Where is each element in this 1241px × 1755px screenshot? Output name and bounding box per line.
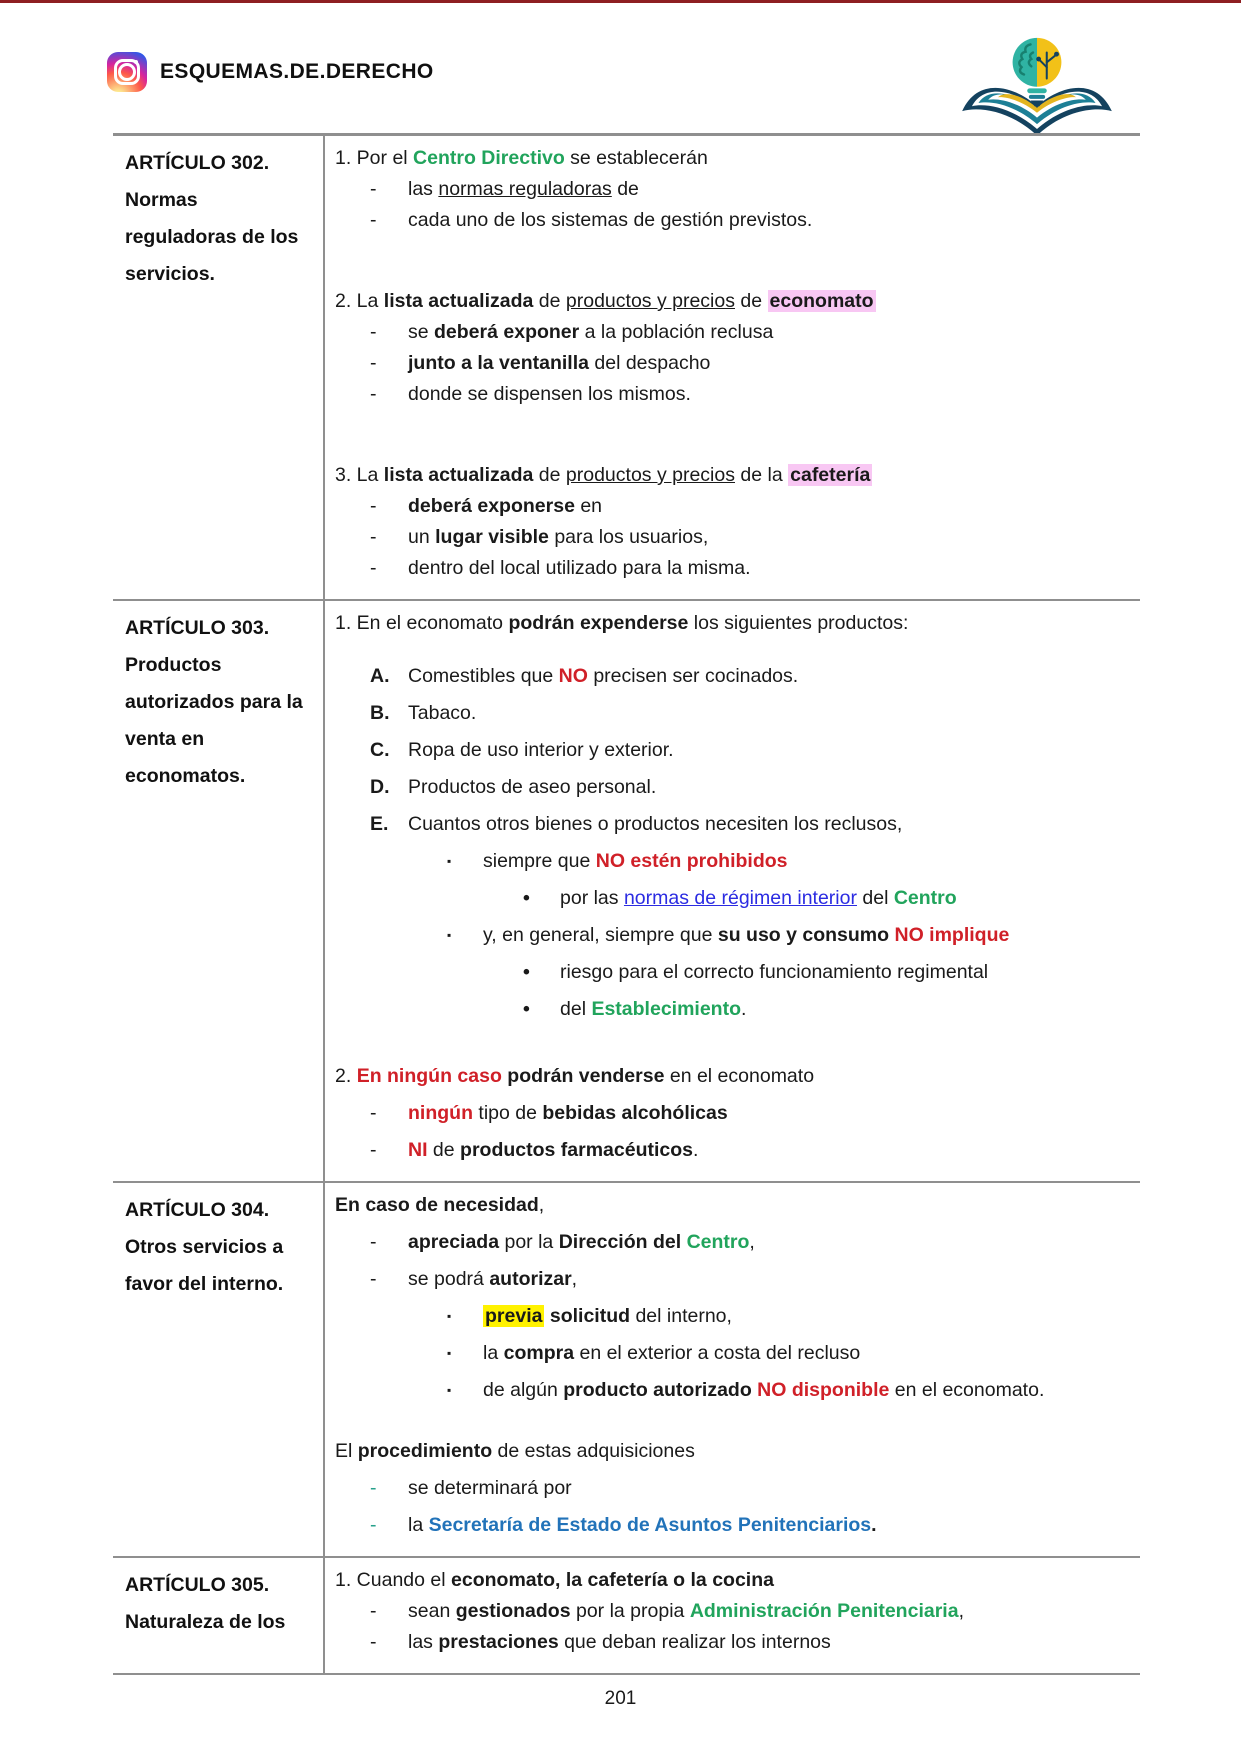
text-segment: Dirección del — [558, 1231, 687, 1253]
text-segment: precisen ser cocinados. — [587, 665, 799, 687]
text-segment: se podrá — [408, 1268, 490, 1290]
text-segment: NO estén prohibidos — [595, 850, 788, 872]
list-item-alpha — [335, 772, 1124, 803]
text-segment: para los usuarios, — [548, 526, 709, 548]
text-line — [408, 317, 1124, 348]
list-item-dash — [335, 205, 1124, 236]
text-segment: Comestibles que — [408, 665, 559, 687]
text-line — [408, 553, 1124, 584]
text-segment: 1. En el economato — [335, 612, 509, 634]
text-line — [483, 846, 1124, 877]
text-segment: se determinará por — [408, 1477, 572, 1499]
text-segment: procedimiento — [357, 1440, 493, 1462]
text-segment: previa — [485, 1305, 543, 1327]
text-segment: un — [408, 526, 436, 548]
text-segment: Cuantos otros bienes o productos necesiten los reclusos, — [408, 813, 903, 835]
list-item-dash — [335, 1135, 1124, 1166]
text-line — [408, 1510, 1124, 1541]
text-line — [408, 1227, 1124, 1258]
text-line — [408, 348, 1124, 379]
list-item-bullet — [335, 957, 1124, 988]
text-segment: lista actualizada — [383, 464, 534, 486]
square-marker: ▪ — [447, 1383, 452, 1397]
list-item-bullet — [335, 883, 1124, 914]
text-segment: NO disponible — [757, 1379, 890, 1401]
text-segment: se establecerán — [564, 147, 708, 169]
text-segment: normas de régimen interior — [623, 887, 857, 909]
text-segment: 1. Por el — [335, 147, 414, 169]
text-segment: de — [533, 464, 566, 486]
text-segment: de estas adquisiciones — [492, 1440, 695, 1462]
dash-marker: - — [370, 352, 377, 374]
instagram-icon — [107, 52, 147, 92]
text-segment: del interno, — [630, 1305, 732, 1327]
list-item-dash — [335, 379, 1124, 410]
text-segment: En ningún caso — [356, 1065, 502, 1087]
dash-marker: - — [370, 1477, 377, 1499]
text-segment: compra — [503, 1342, 575, 1364]
article-content-303 — [325, 601, 1140, 1181]
list-item-dash — [335, 1596, 1124, 1627]
list-item-dash — [335, 317, 1124, 348]
text-line — [408, 491, 1124, 522]
text-segment: se — [408, 321, 435, 343]
text-line — [408, 1135, 1124, 1166]
text-line — [408, 205, 1124, 236]
text-segment: . — [693, 1139, 699, 1161]
text-segment: producto autorizado — [563, 1379, 752, 1401]
paragraph — [335, 286, 1124, 317]
list-item-dash — [335, 1098, 1124, 1129]
instagram-icon-dot — [134, 60, 138, 64]
text-segment: autorizar — [489, 1268, 572, 1290]
text-segment: de — [533, 290, 566, 312]
text-segment: junto a la ventanilla — [408, 352, 589, 374]
text-line — [408, 174, 1124, 205]
square-marker: ▪ — [447, 854, 452, 868]
text-segment: Administración Penitenciaria — [689, 1600, 959, 1622]
paragraph — [335, 1190, 1124, 1221]
text-segment: , — [571, 1268, 578, 1290]
text-segment: en el economato — [664, 1065, 815, 1087]
text-segment: su uso y consumo — [717, 924, 890, 946]
text-segment: los siguientes productos: — [688, 612, 909, 634]
square-marker: ▪ — [447, 1346, 452, 1360]
text-segment: 2. La — [335, 290, 384, 312]
dash-marker: - — [370, 1600, 377, 1622]
alpha-marker: A. — [370, 665, 390, 687]
text-segment: tipo de — [472, 1102, 543, 1124]
bullet-marker: • — [523, 961, 530, 983]
table-row-articulo-304 — [113, 1183, 1140, 1558]
dash-marker: - — [370, 383, 377, 405]
text-segment: por la propia — [570, 1600, 690, 1622]
text-line — [560, 957, 1124, 988]
text-segment: en el exterior a costa del recluso — [574, 1342, 861, 1364]
paragraph — [335, 460, 1124, 491]
list-item-dash — [335, 491, 1124, 522]
table-row-articulo-303 — [113, 601, 1140, 1183]
list-item-alpha — [335, 698, 1124, 729]
text-segment: lugar visible — [435, 526, 549, 548]
dash-marker: - — [370, 526, 377, 548]
spacer — [335, 1406, 1124, 1436]
brain-bulb-book-logo — [952, 20, 1122, 142]
text-segment: Productos de aseo personal. — [408, 776, 657, 798]
table-row-articulo-305 — [113, 1558, 1140, 1675]
text-segment: Centro — [686, 1231, 750, 1253]
table-row-articulo-302 — [113, 136, 1140, 601]
text-line — [483, 1338, 1124, 1369]
text-line — [483, 920, 1124, 951]
text-segment: prestaciones — [438, 1631, 559, 1653]
text-segment: cafetería — [790, 464, 871, 486]
text-segment: 2. — [335, 1065, 357, 1087]
top-red-line — [0, 0, 1241, 3]
text-line — [335, 1190, 1124, 1221]
text-segment: dentro del local utilizado para la misma. — [408, 557, 751, 579]
alpha-marker: E. — [370, 813, 389, 835]
spacer — [335, 236, 1124, 286]
text-segment: economato — [769, 290, 874, 312]
text-segment: , — [958, 1600, 964, 1622]
text-segment: del despacho — [588, 352, 711, 374]
text-line — [560, 994, 1124, 1025]
text-segment: normas reguladoras — [438, 178, 612, 200]
alpha-marker: B. — [370, 702, 390, 724]
square-marker: ▪ — [447, 928, 452, 942]
text-segment: por las — [560, 887, 624, 909]
text-segment: deberá exponerse — [408, 495, 575, 517]
list-item-dash — [335, 348, 1124, 379]
dash-marker: - — [370, 495, 377, 517]
text-segment: En caso de necesidad — [335, 1194, 539, 1216]
text-segment: apreciada — [408, 1231, 500, 1253]
text-segment: de algún — [483, 1379, 564, 1401]
text-segment: , — [538, 1194, 545, 1216]
text-segment: Establecimiento — [591, 998, 741, 1020]
text-line — [408, 379, 1124, 410]
text-line — [408, 1264, 1124, 1295]
dash-marker: - — [370, 1231, 377, 1253]
text-line — [408, 522, 1124, 553]
list-item-alpha — [335, 809, 1124, 840]
text-segment: 1. Cuando el — [335, 1569, 452, 1591]
article-title-305: ARTÍCULO 305. Naturaleza de los — [113, 1558, 325, 1673]
bullet-marker: • — [523, 998, 530, 1020]
paragraph — [335, 1565, 1124, 1596]
text-line — [408, 772, 1124, 803]
list-item-alpha — [335, 661, 1124, 692]
list-item-dash — [335, 1627, 1124, 1658]
text-segment: de la — [735, 464, 789, 486]
text-segment: productos y precios — [565, 464, 735, 486]
text-segment: la — [483, 1342, 504, 1364]
list-item-bullet — [335, 994, 1124, 1025]
text-line — [335, 286, 1124, 317]
text-line — [408, 1596, 1124, 1627]
text-segment: El — [335, 1440, 358, 1462]
text-segment: de — [735, 290, 768, 312]
square-marker: ▪ — [447, 1309, 452, 1323]
text-segment: y, en general, siempre que — [483, 924, 718, 946]
dash-marker: - — [370, 209, 377, 231]
text-segment: gestionados — [455, 1600, 571, 1622]
text-segment: a la población reclusa — [579, 321, 774, 343]
articles-table — [113, 133, 1140, 1675]
list-item-alpha — [335, 735, 1124, 766]
text-line — [483, 1375, 1124, 1406]
list-item-dash — [335, 522, 1124, 553]
text-segment: . — [741, 998, 747, 1020]
list-item-square — [335, 1301, 1124, 1332]
text-line — [335, 608, 1124, 639]
text-segment: productos y precios — [565, 290, 735, 312]
text-segment: cada uno de los sistemas de gestión previstos. — [408, 209, 813, 231]
text-segment: ningún — [408, 1102, 473, 1124]
text-segment: , — [749, 1231, 755, 1253]
list-item-square — [335, 1338, 1124, 1369]
text-line — [560, 883, 1124, 914]
text-segment: siempre que — [483, 850, 596, 872]
text-line — [408, 698, 1124, 729]
text-segment: Centro — [893, 887, 957, 909]
text-segment: 3. La — [335, 464, 384, 486]
list-item-dash — [335, 1264, 1124, 1295]
spacer — [335, 410, 1124, 460]
list-item-dash — [335, 1510, 1124, 1541]
text-line — [408, 1098, 1124, 1129]
text-line — [408, 735, 1124, 766]
text-segment: por la — [499, 1231, 559, 1253]
text-line — [335, 1565, 1124, 1596]
text-segment: lista actualizada — [383, 290, 534, 312]
text-line — [335, 1061, 1124, 1092]
list-item-dash — [335, 1473, 1124, 1504]
page-header — [107, 52, 434, 92]
instagram-icon-lens — [118, 63, 136, 81]
text-line — [335, 1436, 1124, 1467]
list-item-square — [335, 920, 1124, 951]
text-segment: de — [611, 178, 639, 200]
text-segment: podrán venderse — [507, 1065, 665, 1087]
text-segment: Centro Directivo — [413, 147, 565, 169]
text-segment: del — [560, 998, 592, 1020]
article-content-304 — [325, 1183, 1140, 1556]
paragraph — [335, 143, 1124, 174]
list-item-square — [335, 1375, 1124, 1406]
text-line — [408, 661, 1124, 692]
spacer — [335, 1025, 1124, 1061]
text-segment: donde se dispensen los mismos. — [408, 383, 691, 405]
text-line — [408, 1627, 1124, 1658]
dash-marker: - — [370, 321, 377, 343]
text-line — [335, 460, 1124, 491]
paragraph — [335, 1061, 1124, 1092]
dash-marker: - — [370, 1631, 377, 1653]
text-segment: solicitud — [549, 1305, 631, 1327]
list-item-dash — [335, 553, 1124, 584]
text-line — [408, 1473, 1124, 1504]
page-number: 201 — [604, 1688, 637, 1709]
list-item-dash — [335, 1227, 1124, 1258]
article-content-305 — [325, 1558, 1140, 1673]
text-segment: que deban realizar los internos — [558, 1631, 831, 1653]
text-segment: bebidas alcohólicas — [542, 1102, 728, 1124]
text-segment: las — [408, 1631, 439, 1653]
text-segment: la — [408, 1514, 429, 1536]
text-segment: podrán expenderse — [508, 612, 689, 634]
text-line — [483, 1301, 1124, 1332]
alpha-marker: C. — [370, 739, 390, 761]
text-segment: economato, la cafetería o la cocina — [451, 1569, 774, 1591]
text-segment: NI — [408, 1139, 428, 1161]
paragraph — [335, 608, 1124, 639]
article-content-302 — [325, 136, 1140, 599]
text-segment: de — [427, 1139, 461, 1161]
text-segment: productos farmacéuticos — [460, 1139, 694, 1161]
dash-marker: - — [370, 178, 377, 200]
text-segment: . — [871, 1514, 877, 1536]
text-segment: en — [574, 495, 603, 517]
list-item-square — [335, 846, 1124, 877]
text-segment: deberá exponer — [434, 321, 580, 343]
dash-marker: - — [370, 1268, 377, 1290]
text-segment: Secretaría de Estado de Asuntos Penitenciarios — [428, 1514, 872, 1536]
dash-marker: - — [370, 1514, 377, 1536]
text-segment: NO — [558, 665, 588, 687]
article-title-304: ARTÍCULO 304. Otros servicios a favor del interno. — [113, 1183, 325, 1556]
article-title-302: ARTÍCULO 302. Normas reguladoras de los servicios. — [113, 136, 325, 599]
spacer — [335, 639, 1124, 655]
text-segment: Tabaco. — [408, 702, 477, 724]
text-segment: NO implique — [894, 924, 1010, 946]
text-segment: del — [856, 887, 894, 909]
text-line — [408, 809, 1124, 840]
instagram-handle: ESQUEMAS.DE.DERECHO — [160, 60, 434, 83]
dash-marker: - — [370, 1139, 377, 1161]
dash-marker: - — [370, 557, 377, 579]
text-segment: las — [408, 178, 439, 200]
list-item-dash — [335, 174, 1124, 205]
dash-marker: - — [370, 1102, 377, 1124]
text-line — [335, 143, 1124, 174]
text-segment: sean — [408, 1600, 456, 1622]
text-segment: riesgo para el correcto funcionamiento regimental — [560, 961, 989, 983]
article-title-303: ARTÍCULO 303. Productos autorizados para la venta en economatos. — [113, 601, 325, 1181]
alpha-marker: D. — [370, 776, 390, 798]
paragraph — [335, 1436, 1124, 1467]
text-segment: en el economato. — [889, 1379, 1045, 1401]
text-segment: Ropa de uso interior y exterior. — [408, 739, 674, 761]
bullet-marker: • — [523, 887, 530, 909]
